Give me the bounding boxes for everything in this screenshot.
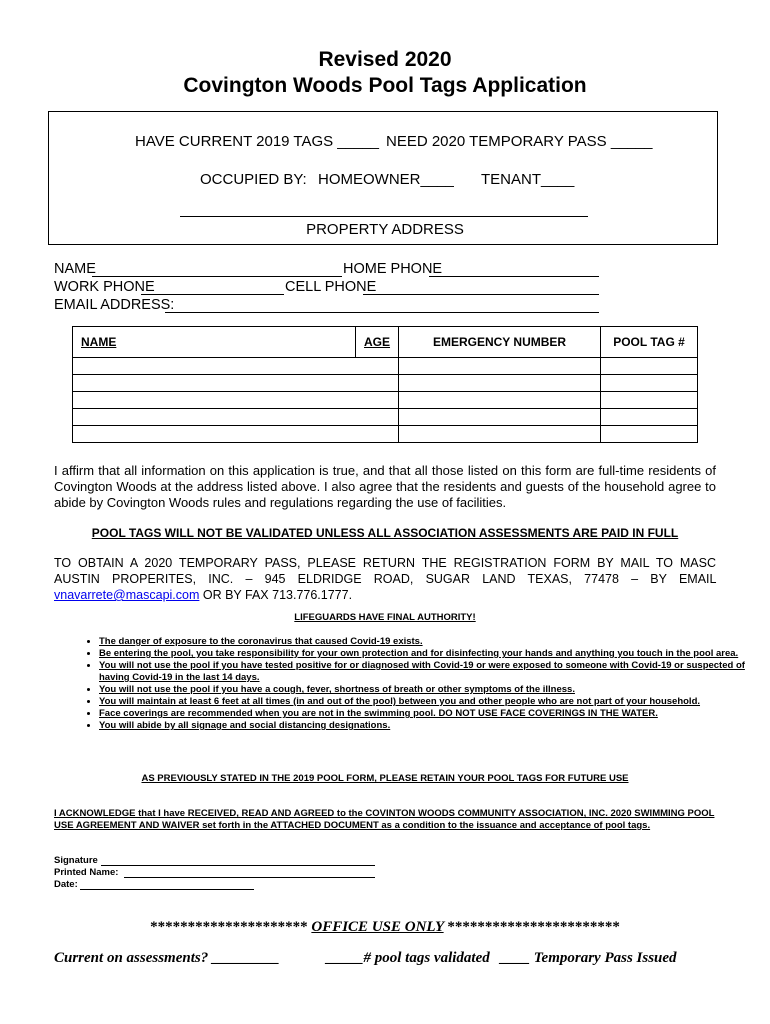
signature-line[interactable] <box>101 865 375 866</box>
list-item: • The danger of exposure to the coronavirus that caused Covid-19 exists. <box>99 636 759 648</box>
household-members-table <box>72 326 698 443</box>
email-address-line[interactable] <box>165 312 599 313</box>
name-label: NAME <box>54 261 96 277</box>
list-item: • You will abide by all signage and social distancing designations. <box>99 720 759 732</box>
list-item: • You will not use the pool if you have a cough, fever, shortness of breath or other symptoms of the illness. <box>99 684 759 696</box>
printed-name-label: Printed Name: <box>54 867 119 878</box>
list-item: • You will not use the pool if you have tested positive for or diagnosed with Covid-19 or were exposed to someone with Covid-19 or suspected of having Covid-19 in the last 14 days. <box>99 660 759 684</box>
work-phone-label: WORK PHONE <box>54 279 155 295</box>
work-phone-line[interactable] <box>141 294 284 295</box>
acknowledgement-paragraph: I ACKNOWLEDGE that I have RECEIVED, READ AND AGREED to the COVINTON WOODS COMMUNITY ASSOCIATION, INC. 2020 SWIMMING POOL USE AGREEMENT AND WAIVER set forth in the ATTACHED DOCUMENT as a condition to the issuance and acceptance of pool tags. <box>54 808 715 831</box>
cell-phone-line[interactable] <box>363 294 599 295</box>
property-address-line[interactable] <box>180 216 588 217</box>
temporary-pass-field[interactable]: NEED 2020 TEMPORARY PASS _____ <box>386 133 653 150</box>
table-cell[interactable] <box>73 409 399 426</box>
table-row[interactable] <box>73 426 698 443</box>
table-cell[interactable] <box>399 375 601 392</box>
list-item: • Face coverings are recommended when you are not in the swimming pool. DO NOT USE FACE COVERINGS IN THE WATER. <box>99 708 759 720</box>
email-address-label: EMAIL ADDRESS: <box>54 297 175 313</box>
table-cell[interactable] <box>73 358 399 375</box>
table-cell[interactable] <box>601 392 698 409</box>
form-title: Covington Woods Pool Tags Application <box>183 74 587 97</box>
cell-phone-label: CELL PHONE <box>285 279 377 295</box>
email-link[interactable]: vnavarrete@mascapi.com <box>54 588 200 602</box>
current-tags-field[interactable]: HAVE CURRENT 2019 TAGS _____ <box>135 133 379 150</box>
form-title-year: Revised 2020 <box>318 48 452 71</box>
table-cell[interactable] <box>73 375 399 392</box>
table-cell[interactable] <box>399 392 601 409</box>
column-header-name: NAME <box>73 327 356 358</box>
current-on-assessments-field[interactable]: Current on assessments? _________ <box>54 950 280 966</box>
table-cell[interactable] <box>601 375 698 392</box>
column-header-emergency-number: EMERGENCY NUMBER <box>399 327 601 358</box>
printed-name-line[interactable] <box>124 877 375 878</box>
occupied-by-label: OCCUPIED BY: <box>200 171 307 188</box>
list-item: • You will maintain at least 6 feet at all times (in and out of the pool) between you and other people who are not part of your household. <box>99 696 759 708</box>
home-phone-label: HOME PHONE <box>343 261 443 277</box>
date-label: Date: <box>54 879 78 890</box>
table-cell[interactable] <box>601 426 698 443</box>
column-header-age: AGE <box>356 327 399 358</box>
affirmation-paragraph: I affirm that all information on this application is true, and that all those listed on this form are full-time residents of Covington Woods at the address listed above. I also agree that the residents and guests of the household agree to abide by Covington Woods rules and regulations regarding the use of facilities. <box>54 463 716 510</box>
table-header-row <box>73 327 698 358</box>
table-cell[interactable] <box>399 409 601 426</box>
property-address-label: PROPERTY ADDRESS <box>306 221 464 238</box>
table-cell[interactable] <box>73 392 399 409</box>
lifeguards-notice: LIFEGUARDS HAVE FINAL AUTHORITY! <box>294 612 476 623</box>
table-row[interactable] <box>73 409 698 426</box>
office-use-label: OFFICE USE ONLY <box>311 919 444 935</box>
covid-rules-list <box>54 636 759 732</box>
validation-notice: POOL TAGS WILL NOT BE VALIDATED UNLESS ALL ASSOCIATION ASSESSMENTS ARE PAID IN FULL <box>91 526 679 540</box>
home-phone-line[interactable] <box>429 276 599 277</box>
table-row[interactable] <box>73 392 698 409</box>
temporary-pass-issued-field[interactable]: ____ Temporary Pass Issued <box>500 950 677 966</box>
table-row[interactable] <box>73 375 698 392</box>
retain-tags-notice: AS PREVIOUSLY STATED IN THE 2019 POOL FORM, PLEASE RETAIN YOUR POOL TAGS FOR FUTURE USE <box>141 773 629 784</box>
list-item: • Be entering the pool, you take responsibility for your own protection and for disinfecting your hands and anything you touch in the pool area. <box>99 648 759 660</box>
office-use-heading: ********************* OFFICE USE ONLY *********************** <box>150 919 620 935</box>
signature-label: Signature <box>54 855 98 866</box>
homeowner-field[interactable]: HOMEOWNER____ <box>318 171 454 188</box>
date-line[interactable] <box>80 889 254 890</box>
table-cell[interactable] <box>601 358 698 375</box>
table-row[interactable] <box>73 358 698 375</box>
name-line[interactable] <box>92 276 342 277</box>
table-cell[interactable] <box>601 409 698 426</box>
temporary-pass-instructions: TO OBTAIN A 2020 TEMPORARY PASS, PLEASE RETURN THE REGISTRATION FORM BY MAIL TO MASC AUSTIN PROPERITES, INC. – 945 ELDRIDGE ROAD, SUGAR LAND TEXAS, 77478 – BY EMAIL vnavarrete@mascapi.com OR BY FAX 713.776.1777. <box>54 556 716 602</box>
table-cell[interactable] <box>399 426 601 443</box>
table-cell[interactable] <box>399 358 601 375</box>
tenant-field[interactable]: TENANT____ <box>481 171 575 188</box>
pool-tags-validated-field[interactable]: _____# pool tags validated <box>326 950 490 966</box>
table-cell[interactable] <box>73 426 399 443</box>
column-header-pool-tag: POOL TAG # <box>601 327 698 358</box>
